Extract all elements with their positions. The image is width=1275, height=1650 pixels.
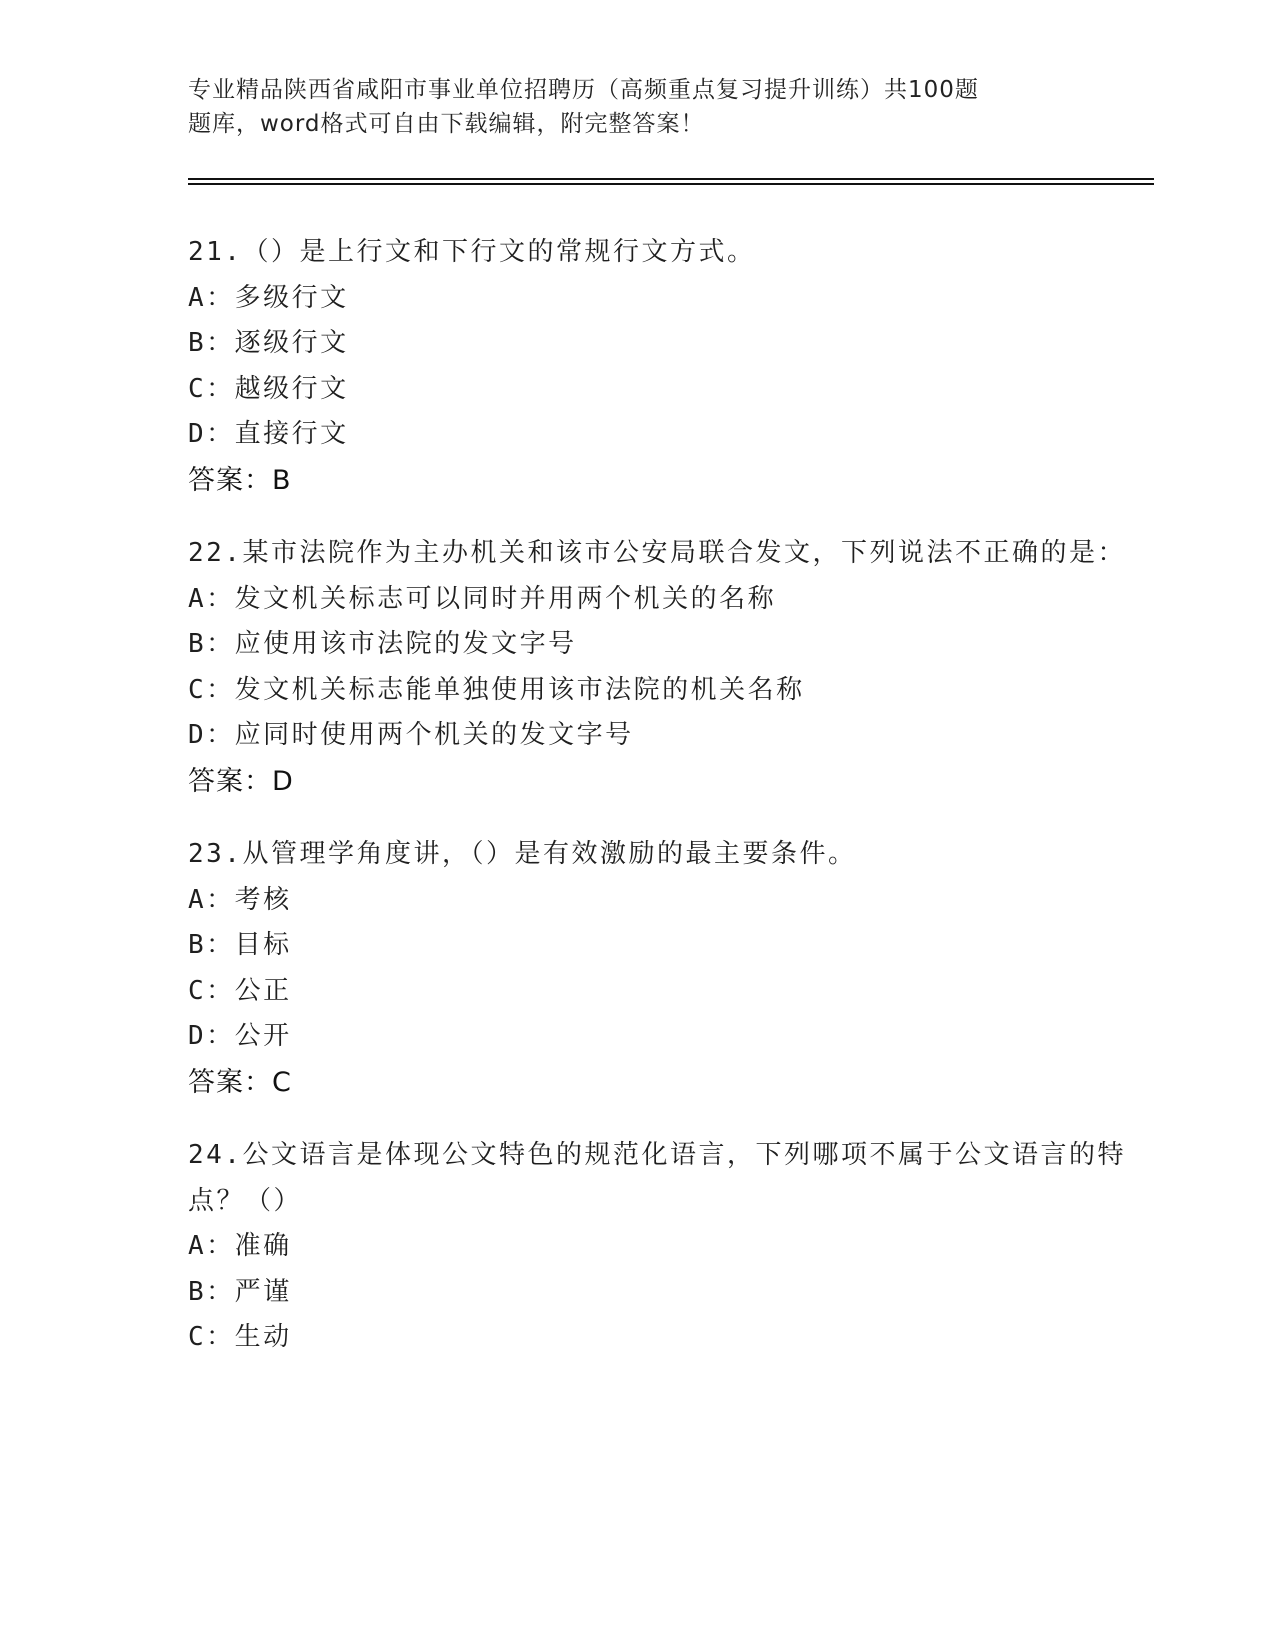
- option-a: A：发文机关标志可以同时并用两个机关的名称: [188, 583, 777, 614]
- question-text: 23.从管理学角度讲，（）是有效激励的最主要条件。: [188, 839, 857, 869]
- option-b: B：逐级行文: [188, 328, 349, 358]
- header-rule-top: [188, 178, 1154, 180]
- answer: 答案：B: [188, 464, 292, 496]
- question-23: [188, 832, 1148, 1105]
- document-header: [188, 73, 1048, 141]
- question-text: 22.某市法院作为主办机关和该市公安局联合发文，下列说法不正确的是：: [188, 538, 1126, 568]
- option-d: D：直接行文: [188, 419, 349, 449]
- question-text: 24.公文语言是体现公文特色的规范化语言，下列哪项不属于公文语言的特点？（）: [188, 1140, 1126, 1216]
- header-line-2: 题库，word格式可自由下载编辑，附完整答案！: [188, 111, 705, 137]
- option-c: C：生动: [188, 1322, 292, 1352]
- answer: 答案：D: [188, 765, 294, 797]
- question-list: [188, 230, 1148, 1389]
- header-line-1: 专业精品陕西省咸阳市事业单位招聘历（高频重点复习提升训练）共100题: [188, 77, 979, 103]
- option-b: B：目标: [188, 930, 292, 960]
- option-b: B：应使用该市法院的发文字号: [188, 629, 577, 659]
- option-c: C：公正: [188, 975, 292, 1006]
- header-rule-bottom: [188, 183, 1154, 185]
- option-c: C：越级行文: [188, 373, 349, 404]
- option-a: A：多级行文: [188, 282, 349, 313]
- question-22: [188, 531, 1148, 804]
- question-text: 21.（）是上行文和下行文的常规行文方式。: [188, 237, 756, 267]
- answer: 答案：C: [188, 1066, 292, 1098]
- option-a: A：准确: [188, 1231, 292, 1261]
- question-21: [188, 230, 1148, 503]
- option-d: D：应同时使用两个机关的发文字号: [188, 720, 634, 750]
- option-b: B：严谨: [188, 1276, 292, 1307]
- option-d: D：公开: [188, 1021, 292, 1051]
- option-c: C：发文机关标志能单独使用该市法院的机关名称: [188, 674, 805, 705]
- question-24: [188, 1133, 1148, 1361]
- option-a: A：考核: [188, 884, 292, 915]
